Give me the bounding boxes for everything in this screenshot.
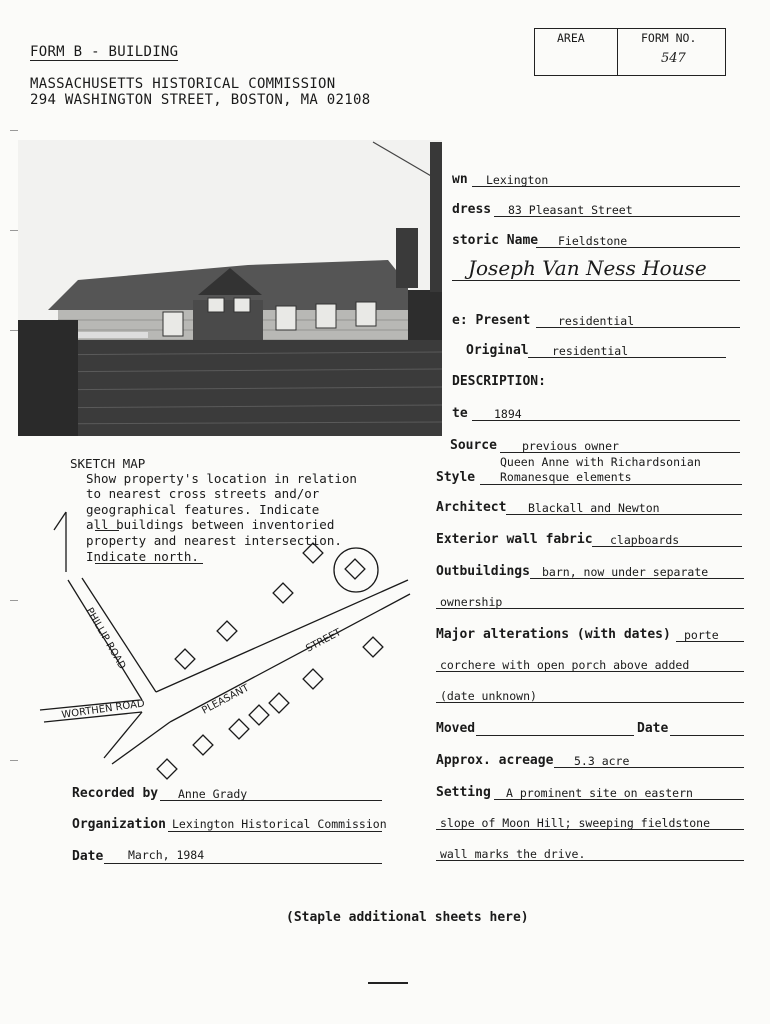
moved-date-label: Date — [637, 721, 669, 736]
alterations-value-line3: (date unknown) — [440, 689, 537, 703]
area-formno-box — [534, 28, 726, 76]
margin-mark — [10, 230, 18, 231]
margin-mark — [10, 760, 18, 761]
style-value-line2: Romanesque elements — [500, 470, 632, 484]
organization-value: Lexington Historical Commission — [172, 817, 387, 831]
form-title: FORM B - BUILDING — [30, 44, 179, 60]
moved-date-line — [670, 721, 744, 736]
sketch-instr-1: Show property's location in relation — [86, 471, 357, 486]
road-label-pleasant: PLEASANT — [200, 682, 252, 717]
road-label-phillip: PHILLIP ROAD — [83, 606, 128, 672]
use-original-label: Original — [466, 343, 529, 358]
box-divider — [617, 29, 618, 75]
historic-name-value: Fieldstone — [558, 234, 628, 248]
house-photo-image — [18, 140, 442, 436]
margin-mark — [10, 330, 18, 331]
moved-line — [476, 721, 634, 736]
architect-label: Architect — [436, 500, 507, 515]
organization-label: Organization — [72, 817, 166, 832]
description-heading: DESCRIPTION: — [452, 374, 546, 389]
acreage-label: Approx. acreage — [436, 753, 554, 768]
outbuildings-label: Outbuildings — [436, 564, 530, 579]
alterations-label: Major alterations (with dates) — [436, 627, 671, 642]
alterations-value-line1: porte — [684, 628, 719, 642]
use-original-value: residential — [552, 344, 629, 358]
outbuildings-value-line1: barn, now under separate — [542, 565, 709, 579]
address-label: dress — [452, 202, 492, 217]
margin-mark — [10, 130, 18, 131]
style-value-line1: Queen Anne with Richardsonian — [500, 455, 701, 469]
sketch-map-title: SKETCH MAP — [70, 456, 146, 471]
source-label: Source — [450, 438, 497, 453]
recorded-by-label: Recorded by — [72, 786, 159, 801]
agency-name: MASSACHUSETTS HISTORICAL COMMISSION — [30, 76, 336, 92]
sketch-instr-4: all buildings between inventoried — [86, 517, 335, 532]
recorded-date-label: Date — [72, 849, 104, 864]
sketch-instr-5: property and nearest intersection. — [86, 533, 342, 548]
address-value: 83 Pleasant Street — [508, 203, 633, 217]
moved-label: Moved — [436, 721, 476, 736]
architect-value: Blackall and Newton — [528, 501, 660, 515]
outbuildings-value-line2: ownership — [440, 595, 503, 609]
sketch-map — [30, 500, 430, 800]
town-value: Lexington — [486, 173, 549, 187]
margin-mark — [10, 600, 18, 601]
setting-value-line1: A prominent site on eastern — [506, 786, 693, 800]
handwritten-line — [452, 266, 740, 281]
bottom-dash — [368, 982, 408, 984]
setting-value-line3: wall marks the drive. — [440, 847, 586, 861]
staple-note: (Staple additional sheets here) — [286, 910, 529, 925]
road-label-worthen: WORTHEN ROAD — [60, 698, 146, 721]
recorded-by-value: Anne Grady — [178, 787, 248, 801]
house-photo — [18, 140, 442, 436]
setting-value-line2: slope of Moon Hill; sweeping fieldstone — [440, 816, 711, 830]
sketch-instr-3: geographical features. Indicate — [86, 502, 320, 517]
alterations-value-line2: corchere with open porch above added — [440, 658, 690, 672]
area-label: AREA — [557, 31, 585, 45]
use-present-value: residential — [558, 314, 635, 328]
form-no-label: FORM NO. — [641, 31, 697, 45]
sketch-instr-6: Indicate north. — [86, 549, 199, 564]
exterior-label: Exterior wall fabric — [436, 532, 593, 547]
setting-label: Setting — [436, 785, 491, 800]
date-label: te — [452, 406, 468, 421]
source-value: previous owner — [522, 439, 619, 453]
agency-address: 294 WASHINGTON STREET, BOSTON, MA 02108 — [30, 92, 371, 108]
historic-name-handwritten: Joseph Van Ness House — [468, 256, 707, 280]
acreage-value: 5.3 acre — [574, 754, 630, 768]
historic-name-label: storic Name — [452, 233, 539, 248]
date-value: 1894 — [494, 407, 522, 421]
recorded-date-value: March, 1984 — [128, 848, 205, 862]
use-present-label: e: Present — [452, 313, 531, 328]
road-label-street: STREET — [304, 627, 344, 655]
form-no-value: 547 — [661, 51, 686, 66]
sketch-instr-2: to nearest cross streets and/or — [86, 486, 320, 501]
town-label: wn — [452, 172, 468, 187]
exterior-value: clapboards — [610, 533, 680, 547]
style-label: Style — [436, 470, 476, 485]
